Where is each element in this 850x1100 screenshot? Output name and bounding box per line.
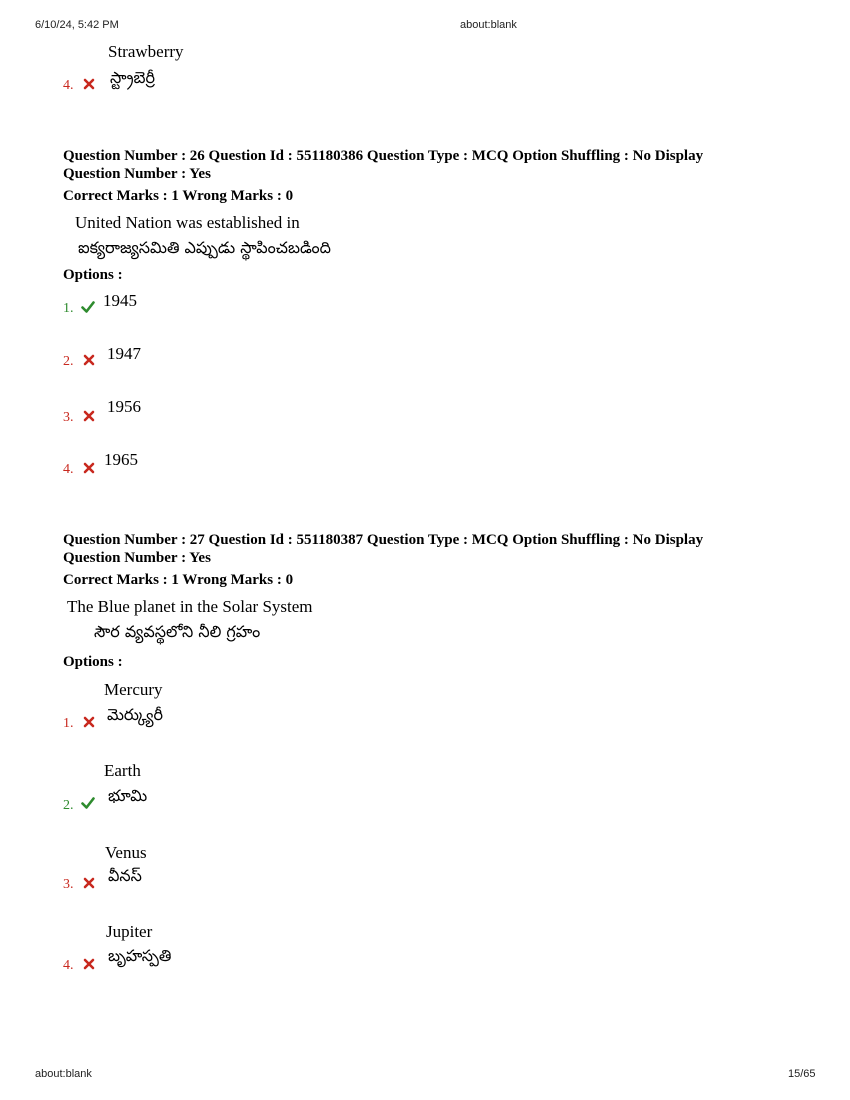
print-title: about:blank — [460, 19, 517, 31]
q27-option-3-telugu: వీనస్ — [108, 866, 142, 885]
q26-marks: Correct Marks : 1 Wrong Marks : 0 — [63, 188, 294, 204]
q27-option-4-telugu: బృహస్పతి — [108, 946, 172, 965]
q26-option-1-text: 1945 — [103, 291, 137, 310]
q26-option-4-text: 1965 — [104, 450, 138, 469]
q27-display-line: Question Number : Yes — [63, 550, 211, 566]
wrong-cross-icon — [82, 957, 96, 971]
correct-check-icon — [81, 796, 95, 810]
q27-option-2-english: Earth — [104, 761, 141, 780]
q26-text-english: United Nation was established in — [75, 213, 300, 232]
wrong-cross-icon — [82, 409, 96, 423]
q27-option-1-english: Mercury — [104, 680, 163, 699]
wrong-cross-icon — [82, 353, 96, 367]
wrong-cross-icon — [82, 461, 96, 475]
q26-option-2-text: 1947 — [107, 344, 141, 363]
q27-option-3-english: Venus — [105, 843, 147, 862]
q27-text-english: The Blue planet in the Solar System — [67, 597, 313, 616]
q27-option-2-telugu: భూమి — [108, 786, 148, 805]
q27-option-1-number: 1. — [63, 716, 74, 731]
prev-option-4-telugu: స్ట్రాబెర్రీ — [110, 68, 156, 87]
prev-option-4-number: 4. — [63, 78, 74, 93]
q26-option-3-text: 1956 — [107, 397, 141, 416]
q27-marks: Correct Marks : 1 Wrong Marks : 0 — [63, 572, 294, 588]
q27-option-4-number: 4. — [63, 958, 74, 973]
q27-option-1-telugu: మెర్క్యురీ — [107, 705, 164, 724]
q26-option-4-number: 4. — [63, 462, 74, 477]
q27-option-2-number: 2. — [63, 798, 74, 813]
print-datetime: 6/10/24, 5:42 PM — [35, 19, 119, 31]
page-counter: 15/65 — [788, 1068, 816, 1080]
wrong-cross-icon — [82, 77, 96, 91]
wrong-cross-icon — [82, 876, 96, 890]
q27-option-3-number: 3. — [63, 877, 74, 892]
wrong-cross-icon — [82, 715, 96, 729]
footer-url: about:blank — [35, 1068, 92, 1080]
correct-check-icon — [81, 300, 95, 314]
q27-options-label: Options : — [63, 654, 123, 670]
q26-display-line: Question Number : Yes — [63, 166, 211, 182]
prev-option-4-english: Strawberry — [108, 42, 184, 61]
q26-text-telugu: ఐక్యరాజ్యసమితి ఎప్పుడు స్థాపించబడింది — [78, 238, 331, 257]
q27-text-telugu: సౌర వ్యవస్థలోని నీలి గ్రహం — [94, 622, 261, 641]
q26-option-1-number: 1. — [63, 301, 74, 316]
q26-options-label: Options : — [63, 267, 123, 283]
q26-option-3-number: 3. — [63, 410, 74, 425]
q26-option-2-number: 2. — [63, 354, 74, 369]
q27-option-4-english: Jupiter — [106, 922, 153, 941]
q26-meta-line: Question Number : 26 Question Id : 551180386 Question Type : MCQ Option Shuffling : No Display — [63, 148, 704, 164]
q27-meta-line: Question Number : 27 Question Id : 551180387 Question Type : MCQ Option Shuffling : No Display — [63, 532, 704, 548]
